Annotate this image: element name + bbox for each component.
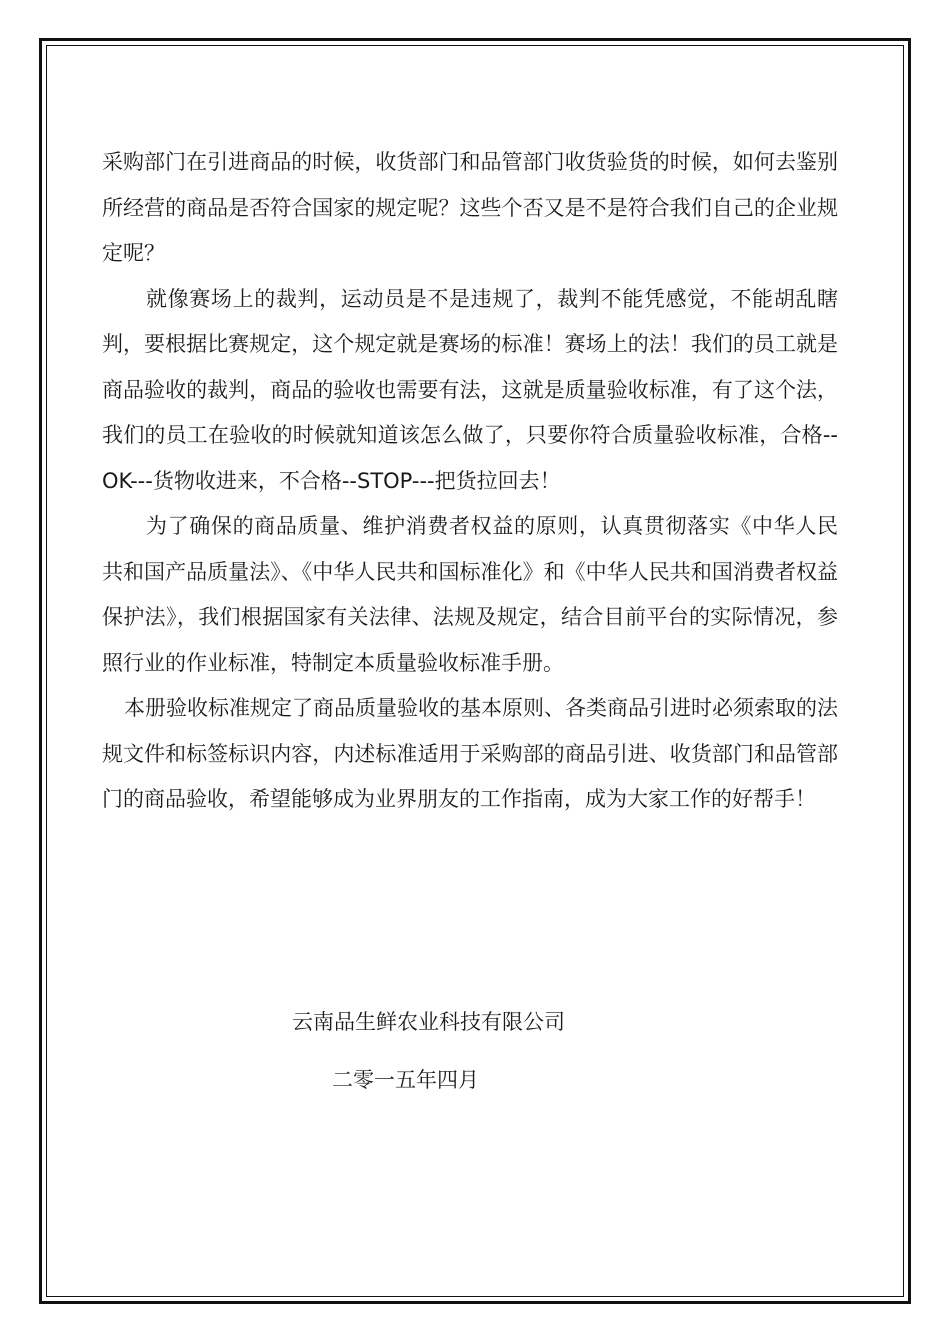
paragraph-1: 采购部门在引进商品的时候，收货部门和品管部门收货验货的时候，如何去鉴别所经营的商品是否符合国家的规定呢？这些个否又是不是符合我们自己的企业规定呢？ [102, 150, 838, 265]
signature-company: 云南品生鲜农业科技有限公司 [292, 1010, 565, 1034]
paragraph-4: 本册验收标准规定了商品质量验收的基本原则、各类商品引进时必须索取的法规文件和标签标识内容，内述标准适用于采购部的商品引进、收货部门和品管部门的商品验收，希望能够成为业界朋友的工作指南，成为大家工作的好帮手！ [102, 696, 838, 811]
paragraph-2: 就像赛场上的裁判，运动员是不是违规了，裁判不能凭感觉，不能胡乱瞎判，要根据比赛规定，这个规定就是赛场的标准！赛场上的法！我们的员工就是商品验收的裁判，商品的验收也需要有法，这就是质量验收标准，有了这个法，我们的员工在验收的时候就知道该怎么做了，只要你符合质量验收标准，合格--OK---货物收进来，不合格--STOP---把货拉回去！ [102, 286, 838, 493]
paragraph-3: 为了确保的商品质量、维护消费者权益的原则，认真贯彻落实《中华人民共和国产品质量法》、《中华人民共和国标准化》和《中华人民共和国消费者权益保护法》，我们根据国家有关法律、法规及规定，结合目前平台的实际情况，参照行业的作业标准，特制定本质量验收标准手册。 [102, 514, 838, 675]
signature-date: 二零一五年四月 [332, 1068, 479, 1092]
document-body [102, 140, 838, 823]
